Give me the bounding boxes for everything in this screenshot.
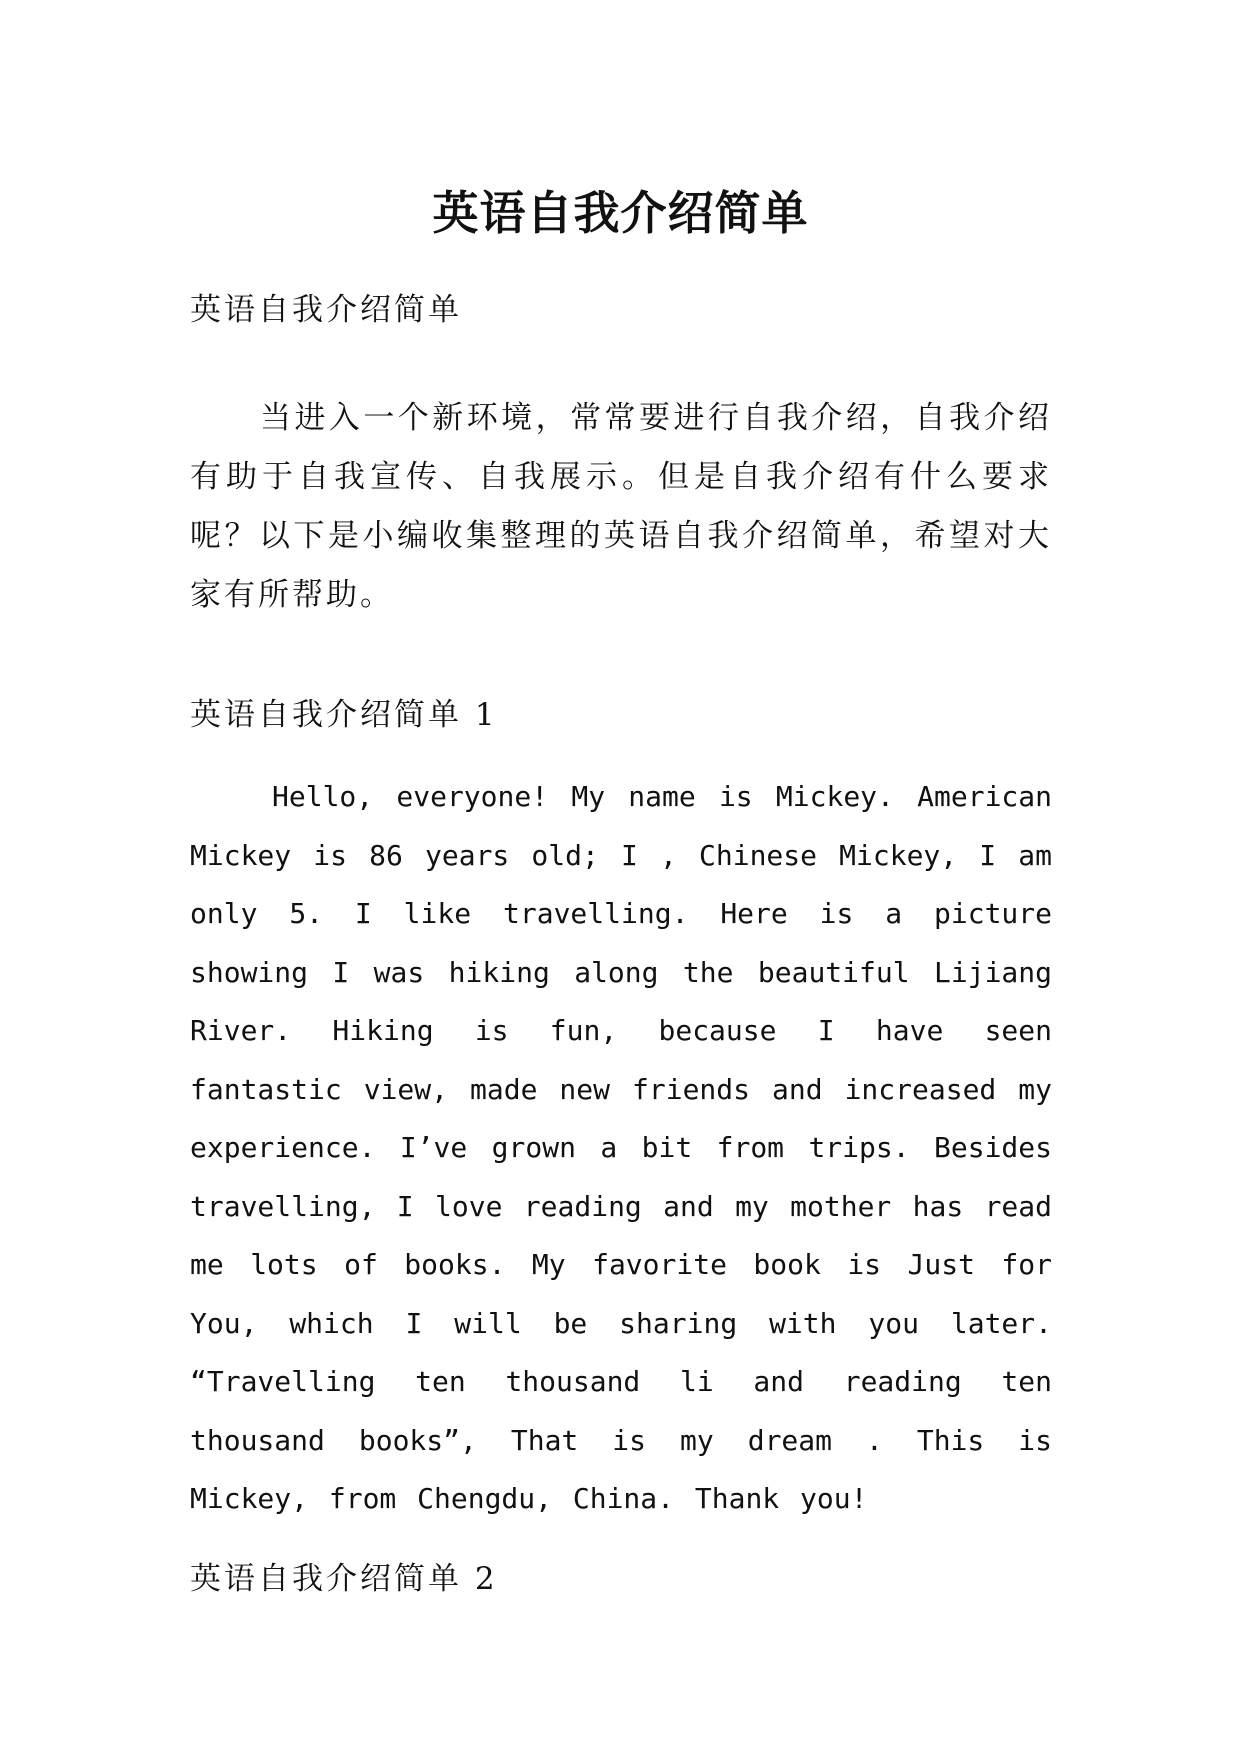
document-content bbox=[190, 288, 1052, 1632]
section-heading-2: 英语自我介绍简单 2 bbox=[190, 1560, 498, 1597]
document-title: 英语自我介绍简单 bbox=[432, 185, 809, 240]
section-1-body: Hello, everyone! My name is Mickey. American Mickey is 86 years old; I , Chinese Mickey, I am only 5. I like travelling. Here is a picture showing I was hiking along the beautiful Lijiang River. Hiking is fun, because I have seen fantastic view, made new friends and increased my experience. I’ve grown a bit from trips. Besides travelling, I love reading and my mother has read me lots of books. My favorite book is Just for You, which I will be sharing with you later. “Travelling ten thousand li and reading ten thousand books”, That is my dream . This is Mickey, from Chengdu, China. Thank you! bbox=[190, 780, 1052, 1515]
document-subtitle: 英语自我介绍简单 bbox=[190, 292, 462, 328]
intro-paragraph: 当进入一个新环境，常常要进行自我介绍，自我介绍有助于自我宣传、自我展示。但是自我介绍有什么要求呢？以下是小编收集整理的英语自我介绍简单，希望对大家有所帮助。 bbox=[190, 400, 1052, 613]
section-heading-1: 英语自我介绍简单 1 bbox=[190, 697, 498, 733]
